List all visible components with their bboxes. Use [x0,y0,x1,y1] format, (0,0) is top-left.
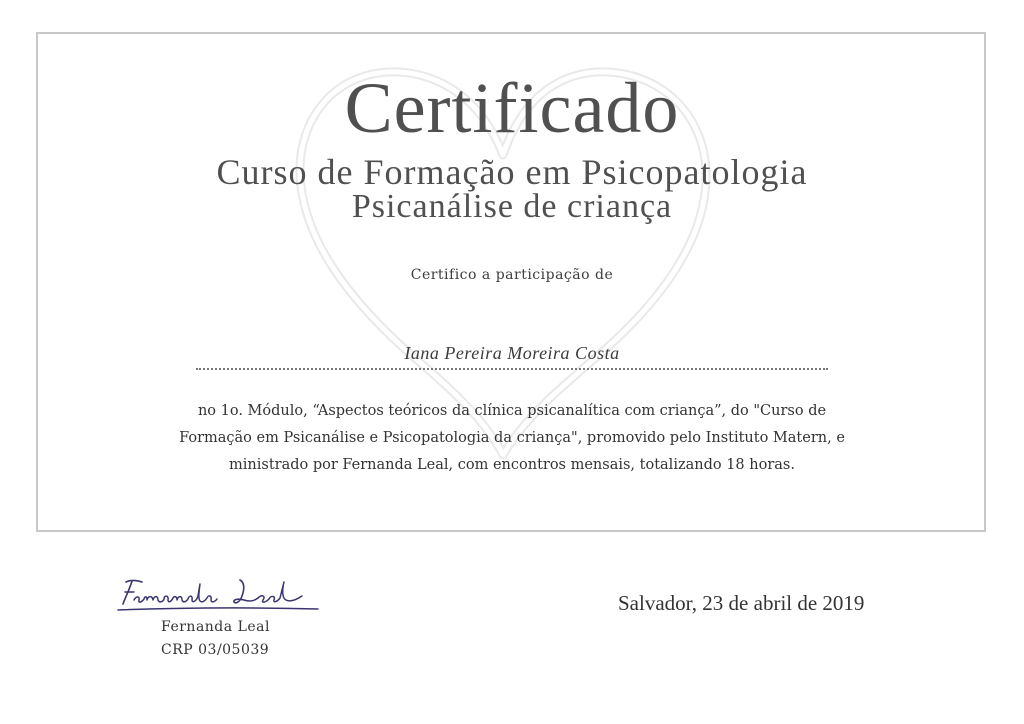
body-line-2: Formação em Psicanálise e Psicopatologia da criança", promovido pelo Instituto Matern, e [179,430,845,446]
certificate-title: Certificado [344,68,680,148]
course-title-line-2: Psicanálise de criança [351,188,673,225]
recipient-name-line [196,368,828,370]
body-line-3: ministrado por Fernanda Leal, com encontros mensais, totalizando 18 horas. [229,457,795,473]
signatory-name: Fernanda Leal [161,619,270,635]
signatory-registration: CRP 03/05039 [161,642,270,658]
handwritten-signature [112,574,322,618]
recipient-name: Iana Pereira Moreira Costa [404,343,620,363]
place-and-date: Salvador, 23 de abril de 2019 [618,591,865,615]
certify-statement: Certifico a participação de [410,267,614,283]
certificate-body [130,398,894,479]
course-title-line-1: Curso de Formação em Psicopatologia [216,152,808,192]
body-line-1: no 1o. Módulo, “Aspectos teóricos da clínica psicanalítica com criança”, do "Curso de [197,403,827,419]
